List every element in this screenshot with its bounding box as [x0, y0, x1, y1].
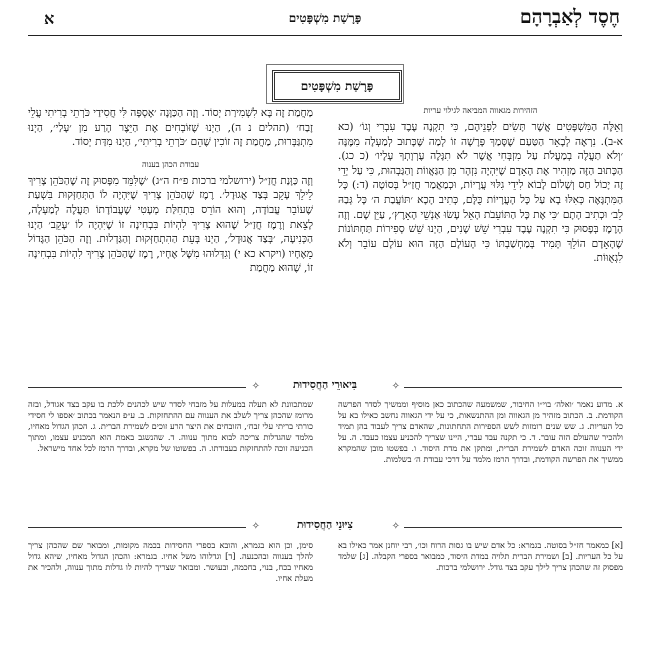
banner-rule — [28, 387, 246, 388]
banner-rule — [28, 527, 246, 528]
section-banner — [28, 379, 622, 395]
main-text-left-top: מַחֲמַת זֶה בָּא לִשְׁמִירַת יְסוֹד. וְזֶה הַכַּוָּנָה ׳אֶסְפָּה לִּי חֲסִידַי כֹּרְתֵי בְרִיתִי עֲלֵי זָבַח׳ (תהלים נ ה), הַיְנוּ שֶׁזּוֹבְחִים אֶת הַיֵּצֶר הָרַע מִן ׳עָלַי׳, הַיְנוּ מִתְגַּבְּרוּת, מַחֲמַת זֶה זוֹכִין שֶׁהֵם ׳כֹּרְתֵי בְרִיתִי׳, הַיְנוּ מִדַּת יְסוֹד. — [28, 107, 313, 149]
header-parsha: פָּרָשַׁת מִשְׁפָּטִים — [288, 11, 362, 25]
main-text-left-bottom: וְזֶה כַּוָּנַת חֲזַ״ל (ירושלמי ברכות פ״ח ה״ג) ׳שֶׁלִּמֵּד מִפָּסוּק זֶה שֶׁהַכֹּהֵן צָרִיךְ לֵילֵךְ עָקֵב בְּצַד אֲגוּדָל׳. רֶמֶז שֶׁהַכֹּהֵן צָרִיךְ שֶׁיִּהְיֶה לוֹ הַתְּחַזְּקוּת בִּשְׁעַת שֶׁעוֹבֵר עֲבוֹדָה, וְהוּא הוֹרֵס בִּתְחִלַּת מְעָטִי שֶׁעֲבוֹדָתוֹ תַּעֲלֶה לְמַעְלָה, לָצֵאת וְרֶמֶז חֲזַ״ל שֶׁהוּא צָרִיךְ לִהְיוֹת בִּבְחִינָה זוֹ שֶׁיִּהְיֶה לוֹ ׳עָקֵב׳ הַיְנוּ הַכְּנִיעָה, ׳בְּצַד אֲגוּדָל׳, הַיְנוּ בְּעֵת הַהִתְחַזְּקוּת וְהַגַּדְלוּת. וְזֶה הַכֹּהֵן הַגָּדוֹל מֵאֶחָיו (ויקרא כא י) וְגִדְּלוּהוּ מִשֶּׁל אֶחָיו, רֶמֶז שֶׁהַכֹּהֵן צָרִיךְ לִהְיוֹת בִּבְחִינָה זוֹ, שֶׁהוּא מַחֲמַת — [28, 174, 313, 275]
notes-column-left — [28, 399, 313, 511]
banner-title: צִיּוּנֵי הַחֲסִידוּת — [297, 519, 353, 531]
banner-rule — [404, 387, 622, 388]
header-divider — [28, 35, 622, 36]
main-column-left — [28, 106, 313, 276]
notes-column-right — [338, 399, 623, 511]
subsection-heading: הזהירות מגאווה המביאה לגילוי עריות — [423, 106, 538, 115]
main-column-right — [338, 106, 623, 266]
book-title: חֶסֶד לְאַבְרָהָם — [519, 6, 620, 28]
sources-column-left — [28, 540, 313, 640]
flourish-icon: ✧ — [391, 381, 400, 392]
main-text-right: וְאֵלֶּה הַמִּשְׁפָּטִים אֲשֶׁר תָּשִׂים לִפְנֵיהֶם, כִּי תִקְנֶה עֶבֶד עִבְרִי וְגוֹ׳ (כא א-ב). נִרְאֶה לְבָאֵר הַטַּעַם שֶׁסָּמַךְ פָּרָשָׁה זוֹ לְמַה שֶּׁכָּתוּב לְמַעְלָה מִמֶּנָּה ׳וְלֹא תַעֲלֶה בְמַעֲלֹת עַל מִזְבְּחִי אֲשֶׁר לֹא תִגָּלֶה עֶרְוָתְךָ עָלָיו׳ (כ כג). הַכָּתוּב הַזֶּה מַזְהִיר אֶת הָאָדָם שֶׁיִּהְיֶה נִזְהָר מִן הַגַּאֲווֹת וְהַגַּבְהוּת, כִּי עַל יְדֵי זֶה יָכוֹל חַס וְשָׁלוֹם לָבוֹא לִידֵי גִלּוּי עֲרָיוֹת, וּכְמַאֲמַר חֲזַ״ל בְּסוֹטָה (ד:) כָּל הַמִּתְגָּאֶה כְּאִלּוּ בָא עַל כָּל הָעֲרָיוֹת כֻּלָּם, כְּתִיב הָכָא ׳תּוֹעֲבַת ה׳ כָּל גְּבַהּ לֵב׳ וּכְתִיב הָתָם ׳כִּי אֶת כָּל הַתּוֹעֵבֹת הָאֵל עָשׂוּ אַנְשֵׁי הָאָרֶץ׳, עַיֵּן שָׁם. וְזֶה הָרֶמֶז בְּפָסוּק כִּי תִקְנֶה עֶבֶד עִבְרִי שֵׁשׁ שָׁנִים, הַיְנוּ שֵׁשׁ סְפִירוֹת תַּחְתּוֹנוֹת שֶׁהָאָדָם הוֹלֵךְ תָּמִיד בְּמַחְשַׁבְתּוֹ כִּי הָעוֹלָם הַזֶּה הוּא עוֹלָם עוֹבֵר וְלֹא לִגְאֻוּוֹת. — [338, 121, 623, 265]
flourish-icon: ✧ — [251, 521, 260, 532]
note-text: א. מדוע נאמר ׳ואלה׳ בוי״ו החיבור, שמשמעה שהכתוב כאן מוסיף וממשיך לסדר הפרשה הקודמת. ב. הכתוב מזהיר מן הגאווה ומן ההתנשאות, כי על ידי הגאווה נחשב כאילו בא על כל העריות. ג. שש שנים רומזות לשש הספירות התחתונות, שהאדם צריך לעבוד בהן תמיד ולהכיר שהעולם הזה עובר. ד. כי תקנה עבד עברי, היינו שצריך להכניע עצמו כעבד. ה. על ידי הענווה זוכה האדם לשמירת הברית, ומתקן את מדת היסוד. ו. בפשטו מובן שהמקרא ממשיך את הפרשה הקודמת, ובדרך הרמז מלמד על דרכי עבודת ה׳ בשלמות. — [338, 399, 623, 464]
subsection-heading: עבודת הכהן בענוה — [141, 159, 200, 169]
flourish-icon: ✧ — [251, 381, 260, 392]
note-text: שמתכוונת לא תעלה במעלות על מזבחי לסדר שיש לכהנים ללכת בו עקב בצד אגודל, ובזה מרומז שהכהן צריך לשלב את הענווה עם ההתחזקות. ב. ע״פ הנאמר בכתוב ׳אספו לי חסידי כורתי בריתי עלי זבח׳, הזובחים את היצר הרע זוכים לשמירת הברית. ג. הכהן הגדול מאחיו, מלמד שהגדלות צריכה לבוא מתוך ענווה. ד. שהנשגב באמת הוא המכניע עצמו, ומתוך הכניעה זוכה להתחזקות בעבודתו. ה. בפשוטו של מקרא, ובדרך הרמז לכל אחד מישראל. — [28, 399, 313, 453]
running-header — [0, 6, 650, 32]
section-title: פָּרָשַׁת מִשְׁפָּטִים — [272, 70, 402, 102]
banner-rule — [404, 527, 622, 528]
page-number: א — [44, 9, 55, 28]
source-text: [א] כמאמר חז״ל בסוטה. בגמרא: כל אדם שיש בו גסות הרוח וכו׳, רבי יוחנן אמר כאילו בא על כל העריות. [ב] ושמירת הברית תלויה במדת היסוד, כמבואר בספרי הקבלה. [ג] שלמד מפסוק זה שהכהן צריך לילך עקב בצד גודל. ירושלמי ברכות. — [338, 540, 623, 572]
section-banner — [28, 519, 622, 535]
sources-column-right — [338, 540, 623, 640]
source-text: סימן, וכן הוא בגמרא, והובא בספרי החסידות בכמה מקומות, ומבואר שם שהכהן צריך להלך בענווה ובהכנעה. [ד] וגדלוהו משל אחיו. בגמרא: והכהן הגדול מאחיו, שיהא גדול מאחיו בכח, בנוי, בחכמה, ובעושר. ומבואר שצריך להיות לו גדלות מתוך ענווה, ולהכיר את מעלת אחיו. — [28, 540, 313, 583]
banner-title: בִּיאוּרֵי הַחֲסִידוּת — [293, 379, 357, 391]
flourish-icon: ✧ — [391, 521, 400, 532]
